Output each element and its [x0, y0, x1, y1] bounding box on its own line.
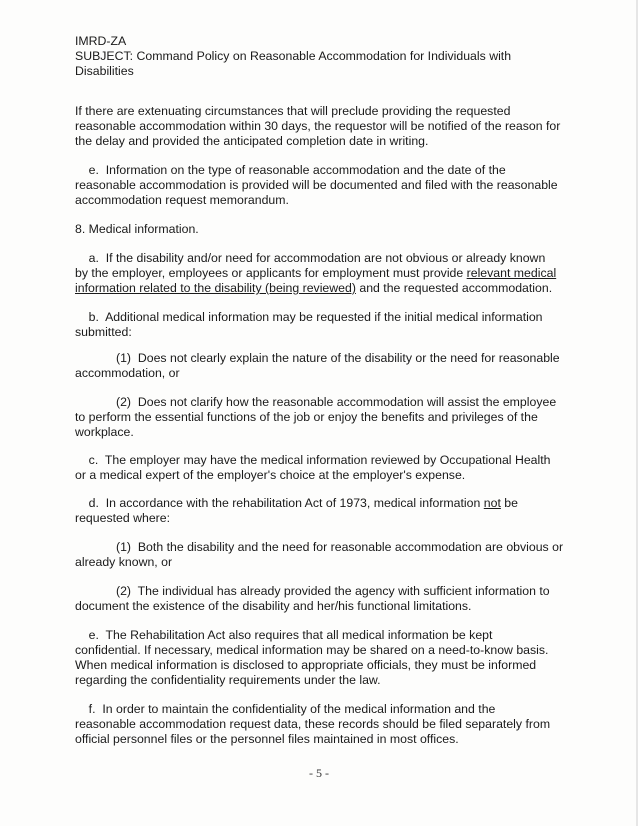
para-f-line: reasonable accommodation request data, these records should be filed separately from [75, 717, 551, 731]
para-e-line: e. The Rehabilitation Act also requires that all medical information be kept [75, 628, 493, 642]
para-a-underlined: relevant medical [466, 266, 557, 280]
para-a-line: a. If the disability and/or need for accommodation are not obvious or already known [75, 251, 546, 265]
subject-line-2: Disabilities [75, 64, 134, 78]
para-a-line [75, 281, 575, 296]
para-f-line: official personnel files or the personnel files maintained in most offices. [75, 732, 459, 746]
para-e-line: When medical information is disclosed to appropriate officials, they must be informed [75, 658, 537, 672]
para-d-underlined: not [483, 496, 501, 510]
para-b-line: b. Additional medical information may be requested if the initial medical information [75, 310, 543, 324]
para-a-underlined: information related to the disability (being reviewed) [75, 281, 356, 295]
para-d1-line: (1) Both the disability and the need for reasonable accommodation are obvious or [75, 540, 564, 554]
para-b-line: submitted: [75, 325, 132, 339]
para-b2-line: workplace. [75, 425, 134, 439]
office-symbol: IMRD-ZA [75, 34, 127, 48]
para-b2-line: to perform the essential functions of the job or enjoy the benefits and privileges of the [75, 410, 538, 424]
para-f-line: f. In order to maintain the confidentiality of the medical information and the [75, 702, 496, 716]
para-e-line: regarding the confidentiality requirements under the law. [75, 673, 381, 687]
intro-line: If there are extenuating circumstances that will preclude providing the requested [75, 104, 511, 118]
para-e-top-line: e. Information on the type of reasonable accommodation and the date of the [75, 163, 506, 177]
para-b1-line: (1) Does not clearly explain the nature of the disability or the need for reasonable [75, 351, 560, 365]
para-e-top-line: reasonable accommodation is provided will be documented and filed with the reasonable [75, 178, 558, 192]
para-a-text: by the employer, employees or applicants for employment must provide [75, 266, 467, 280]
para-d1-line: already known, or [75, 555, 173, 569]
para-c-line: or a medical expert of the employer's choice at the employer's expense. [75, 468, 466, 482]
para-d2-line: document the existence of the disability and her/his functional limitations. [75, 599, 472, 613]
para-e-line: confidential. If necessary, medical information may be shared on a need-to-know basis. [75, 643, 549, 657]
para-a-line [75, 266, 575, 281]
para-b2-line: (2) Does not clarify how the reasonable accommodation will assist the employee [75, 395, 557, 409]
para-d-line [75, 496, 575, 511]
para-a-text: and the requested accommodation. [355, 281, 553, 295]
para-d-text: be [500, 496, 518, 510]
para-d-line: requested where: [75, 511, 171, 525]
subject-line-1: SUBJECT: Command Policy on Reasonable Accommodation for Individuals with [75, 49, 512, 63]
para-d2-line: (2) The individual has already provided the agency with sufficient information to [75, 584, 550, 598]
para-e-top-line: accommodation request memorandum. [75, 193, 289, 207]
page-number: - 5 - [309, 766, 329, 780]
para-b1-line: accommodation, or [75, 366, 180, 380]
section-8-heading: 8. Medical information. [75, 222, 199, 236]
intro-line: reasonable accommodation within 30 days, the requestor will be notified of the reason for [75, 119, 561, 133]
intro-line: the delay and provided the anticipated completion date in writing. [75, 134, 429, 148]
para-c-line: c. The employer may have the medical information reviewed by Occupational Health [75, 453, 551, 467]
para-d-text: d. In accordance with the rehabilitation Act of 1973, medical information [75, 496, 484, 510]
